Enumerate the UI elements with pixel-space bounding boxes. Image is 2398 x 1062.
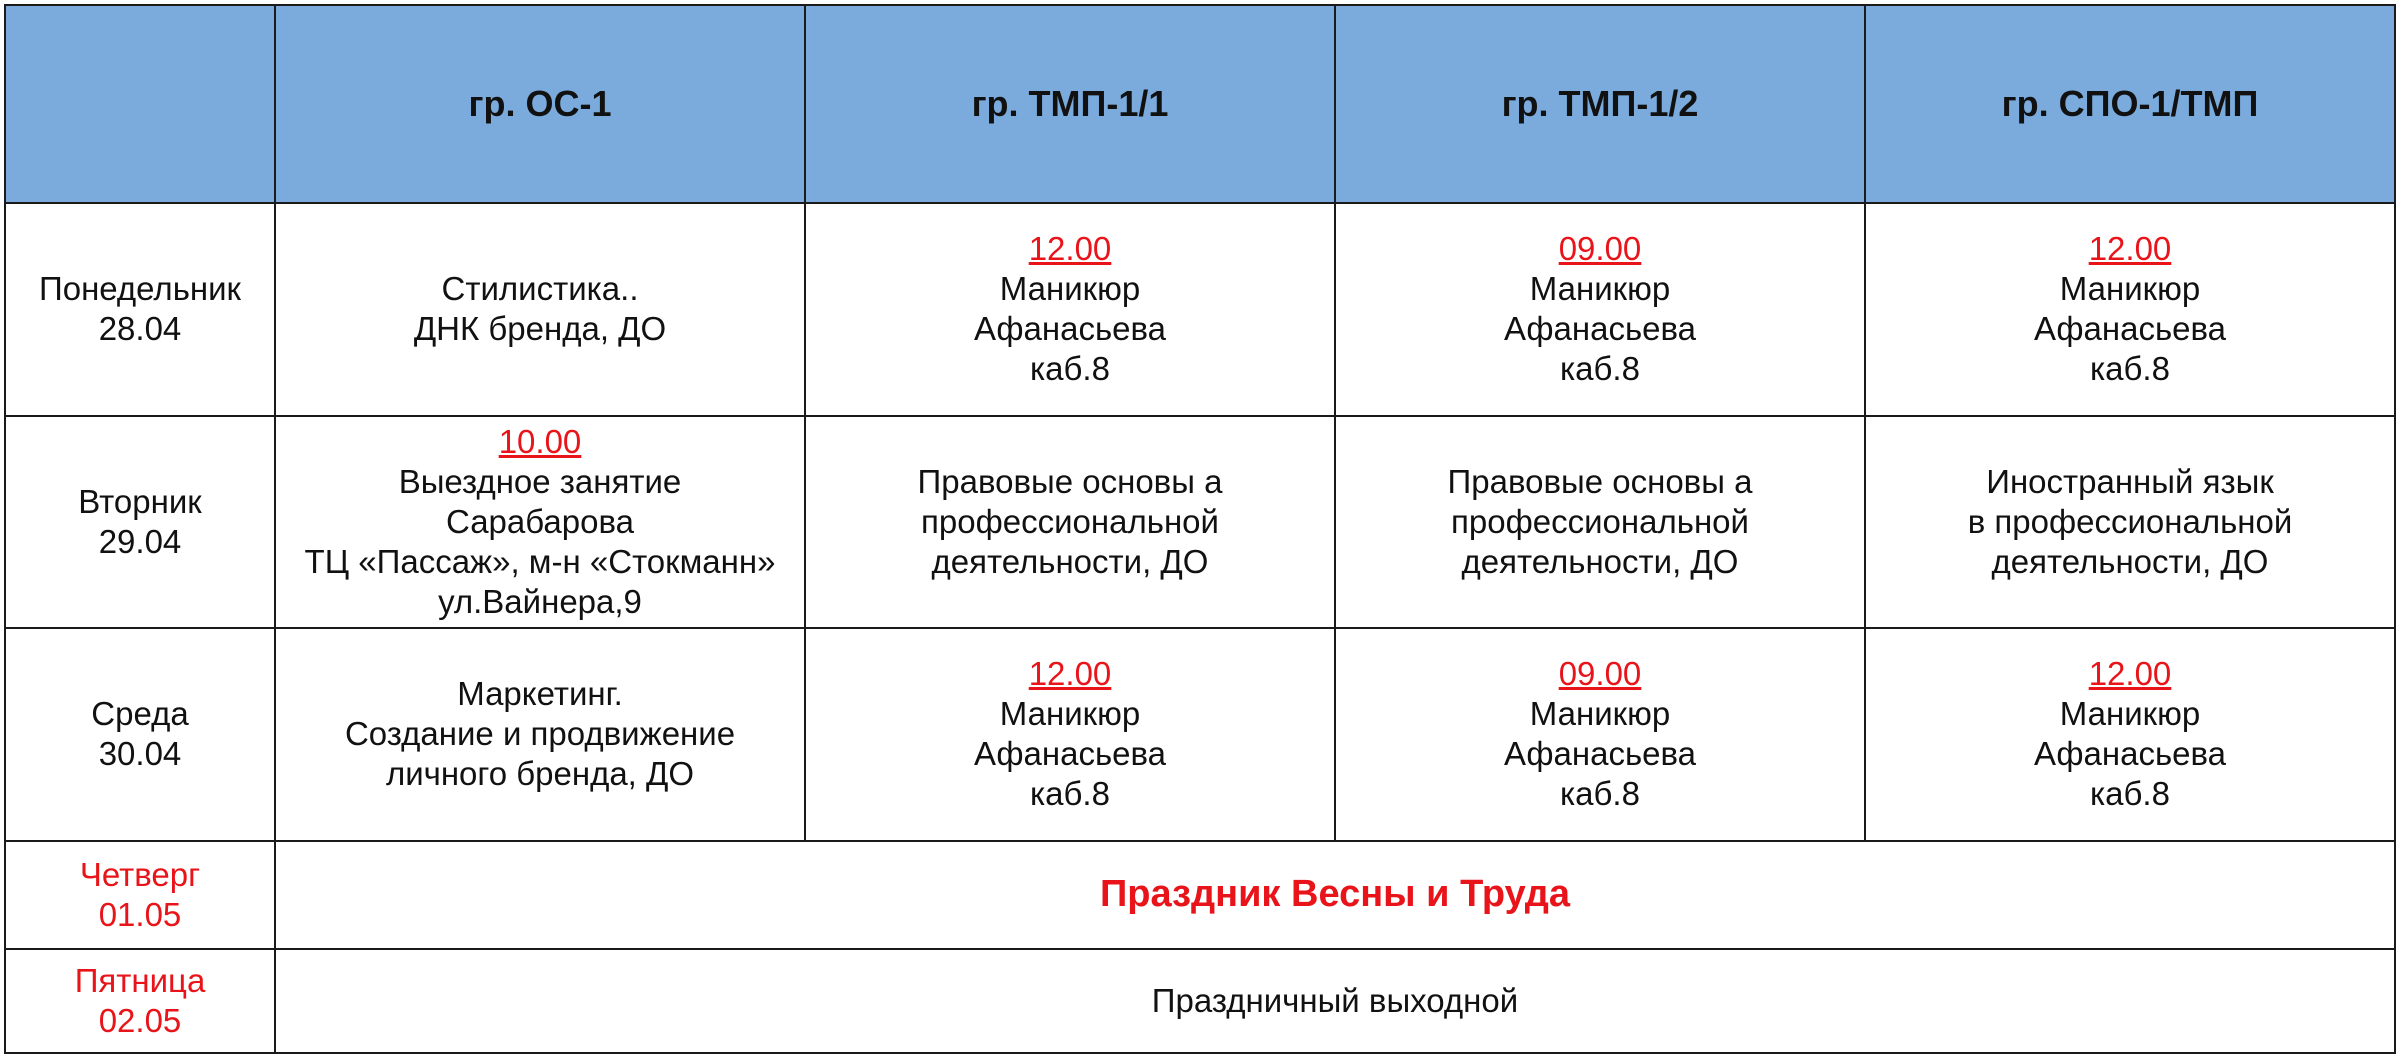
lesson-line: Маникюр — [999, 270, 1141, 308]
lesson-cell — [275, 203, 805, 416]
lesson-line: ул.Вайнера,9 — [438, 582, 642, 620]
lesson-line: личного бренда, ДО — [385, 755, 695, 793]
day-cell — [5, 841, 275, 949]
holiday-cell — [275, 841, 2395, 949]
lesson-line: каб.8 — [2090, 350, 2170, 388]
day-row-thursday — [5, 841, 2395, 949]
dayoff-cell — [275, 949, 2395, 1053]
day-cell — [5, 949, 275, 1053]
lesson-cell — [805, 416, 1335, 629]
group-header: гр. СПО-1/ТМП — [1865, 5, 2395, 203]
lesson-line: ТЦ «Пассаж», м-н «Стокманн» — [304, 542, 776, 580]
group-header: гр. ТМП-1/1 — [805, 5, 1335, 203]
lesson-time: 09.00 — [1558, 655, 1642, 693]
lesson-line: деятельности, ДО — [931, 542, 1209, 580]
group-header: гр. ОС-1 — [275, 5, 805, 203]
lesson-time: 10.00 — [498, 422, 582, 460]
lesson-line: профессиональной — [1451, 502, 1749, 540]
lesson-line: деятельности, ДО — [1461, 542, 1739, 580]
lesson-line: Маникюр — [999, 695, 1141, 733]
lesson-cell — [805, 628, 1335, 841]
lesson-line: Правовые основы а — [917, 462, 1223, 500]
lesson-line: Маникюр — [1529, 270, 1671, 308]
corner-cell — [5, 5, 275, 203]
lesson-cell — [1335, 416, 1865, 629]
lesson-line: Создание и продвижение — [344, 715, 736, 753]
lesson-line: Афанасьева — [1503, 310, 1697, 348]
lesson-line: Маркетинг. — [457, 675, 623, 713]
lesson-line: Иностранный язык — [1986, 462, 2274, 500]
lesson-cell — [275, 628, 805, 841]
lesson-line: Афанасьева — [1503, 735, 1697, 773]
lesson-cell — [1865, 416, 2395, 629]
day-row-monday — [5, 203, 2395, 416]
lesson-time: 12.00 — [2088, 655, 2172, 693]
lesson-line: Афанасьева — [973, 735, 1167, 773]
lesson-cell — [805, 203, 1335, 416]
lesson-line: каб.8 — [1030, 350, 1110, 388]
lesson-line: Афанасьева — [973, 310, 1167, 348]
lesson-time: 12.00 — [1028, 655, 1112, 693]
lesson-line: каб.8 — [1560, 775, 1640, 813]
lesson-line: каб.8 — [1560, 350, 1640, 388]
lesson-line: каб.8 — [2090, 775, 2170, 813]
lesson-line: профессиональной — [921, 502, 1219, 540]
day-cell — [5, 203, 275, 416]
day-name: Четверг — [79, 855, 201, 893]
lesson-line: Афанасьева — [2033, 735, 2227, 773]
lesson-line: Стилистика.. — [441, 270, 639, 308]
lesson-time: 12.00 — [2088, 230, 2172, 268]
day-row-wednesday — [5, 628, 2395, 841]
day-name: Вторник — [78, 482, 202, 520]
lesson-time: 12.00 — [1028, 230, 1112, 268]
lesson-cell — [1335, 203, 1865, 416]
lesson-time: 09.00 — [1558, 230, 1642, 268]
day-date: 28.04 — [98, 310, 182, 348]
lesson-cell — [1335, 628, 1865, 841]
lesson-line: Правовые основы а — [1447, 462, 1753, 500]
schedule-table — [4, 4, 2396, 1054]
lesson-cell — [1865, 203, 2395, 416]
lesson-line: Маникюр — [2059, 695, 2201, 733]
header-row — [5, 5, 2395, 203]
day-date: 29.04 — [98, 522, 182, 560]
day-date: 02.05 — [98, 1001, 182, 1039]
lesson-line: каб.8 — [1030, 775, 1110, 813]
lesson-line: Афанасьева — [2033, 310, 2227, 348]
day-cell — [5, 628, 275, 841]
lesson-line: Маникюр — [1529, 695, 1671, 733]
day-row-friday — [5, 949, 2395, 1053]
lesson-line: деятельности, ДО — [1991, 542, 2269, 580]
holiday-title: Праздник Весны и Труда — [1099, 873, 1571, 916]
group-header: гр. ТМП-1/2 — [1335, 5, 1865, 203]
lesson-cell — [275, 416, 805, 629]
day-name: Пятница — [74, 961, 206, 999]
lesson-cell — [1865, 628, 2395, 841]
lesson-line: в профессиональной — [1967, 502, 2293, 540]
lesson-line: Сарабарова — [446, 502, 634, 540]
day-date: 01.05 — [98, 895, 182, 933]
lesson-line: Выездное занятие — [398, 462, 682, 500]
day-name: Среда — [91, 695, 189, 733]
dayoff-text: Праздничный выходной — [1151, 981, 1519, 1019]
lesson-line: Маникюр — [2059, 270, 2201, 308]
lesson-line: ДНК бренда, ДО — [413, 310, 667, 348]
day-row-tuesday — [5, 416, 2395, 629]
day-name: Понедельник — [39, 270, 241, 308]
day-date: 30.04 — [98, 735, 182, 773]
day-cell — [5, 416, 275, 629]
